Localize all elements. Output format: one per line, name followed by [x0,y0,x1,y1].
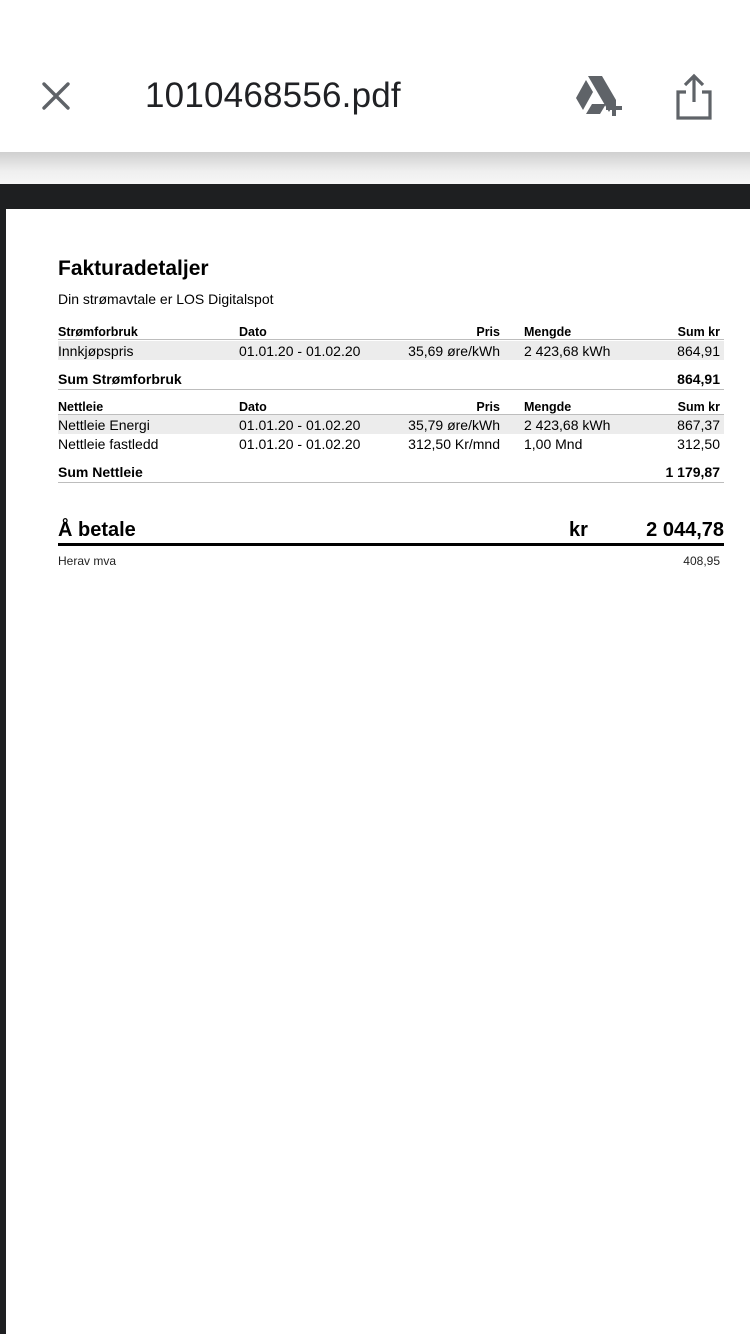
total-row [58,517,724,546]
close-icon[interactable] [36,76,76,116]
app-bar-shadow [0,152,750,184]
column-header: Mengde [524,400,572,414]
row-quantity: 1,00 Mnd [524,436,583,452]
row-date: 01.01.20 - 01.02.20 [239,343,361,359]
column-header: Sum kr [677,325,720,339]
add-to-drive-icon[interactable] [572,74,624,118]
sum-label: Sum Nettleie [58,464,143,480]
total-currency: kr [569,519,588,541]
total-amount: 2 044,78 [646,519,724,541]
table-row [58,415,724,434]
stromforbruk-sum-row [58,369,724,390]
row-label: Nettleie Energi [58,417,150,433]
row-date: 01.01.20 - 01.02.20 [239,417,361,433]
row-quantity: 2 423,68 kWh [524,343,611,359]
row-price: 35,69 øre/kWh [408,343,500,359]
total-label: Å betale [58,519,136,541]
row-label: Innkjøpspris [58,343,134,359]
file-name-title: 1010468556.pdf [145,76,401,115]
row-sum: 312,50 [677,436,720,452]
table-row [58,341,724,360]
column-header: Strømforbruk [58,325,138,339]
column-header: Pris [476,400,500,414]
column-header: Nettleie [58,400,104,414]
row-date: 01.01.20 - 01.02.20 [239,436,361,452]
sum-label: Sum Strømforbruk [58,371,182,387]
vat-label: Herav mva [58,554,117,568]
row-price: 312,50 Kr/mnd [408,436,500,452]
sum-value: 864,91 [677,371,720,387]
row-label: Nettleie fastledd [58,436,159,452]
nettleie-sum-row [58,462,724,483]
row-sum: 864,91 [677,343,720,359]
stromforbruk-header-row [58,323,724,340]
share-icon[interactable] [672,72,716,122]
nettleie-header-row [58,398,724,415]
row-sum: 867,37 [677,417,720,433]
row-quantity: 2 423,68 kWh [524,417,611,433]
column-header: Sum kr [677,400,720,414]
column-header: Dato [239,325,267,339]
page-subtitle: Din strømavtale er LOS Digitalspot [58,291,274,307]
column-header: Mengde [524,325,572,339]
row-price: 35,79 øre/kWh [408,417,500,433]
table-row [58,434,724,453]
app-bar [0,0,750,152]
viewer-page-gap [0,184,750,209]
column-header: Dato [239,400,267,414]
column-header: Pris [476,325,500,339]
vat-amount: 408,95 [683,554,720,568]
page-title: Fakturadetaljer [58,257,209,280]
pdf-page[interactable] [6,209,750,1334]
sum-value: 1 179,87 [665,464,720,480]
